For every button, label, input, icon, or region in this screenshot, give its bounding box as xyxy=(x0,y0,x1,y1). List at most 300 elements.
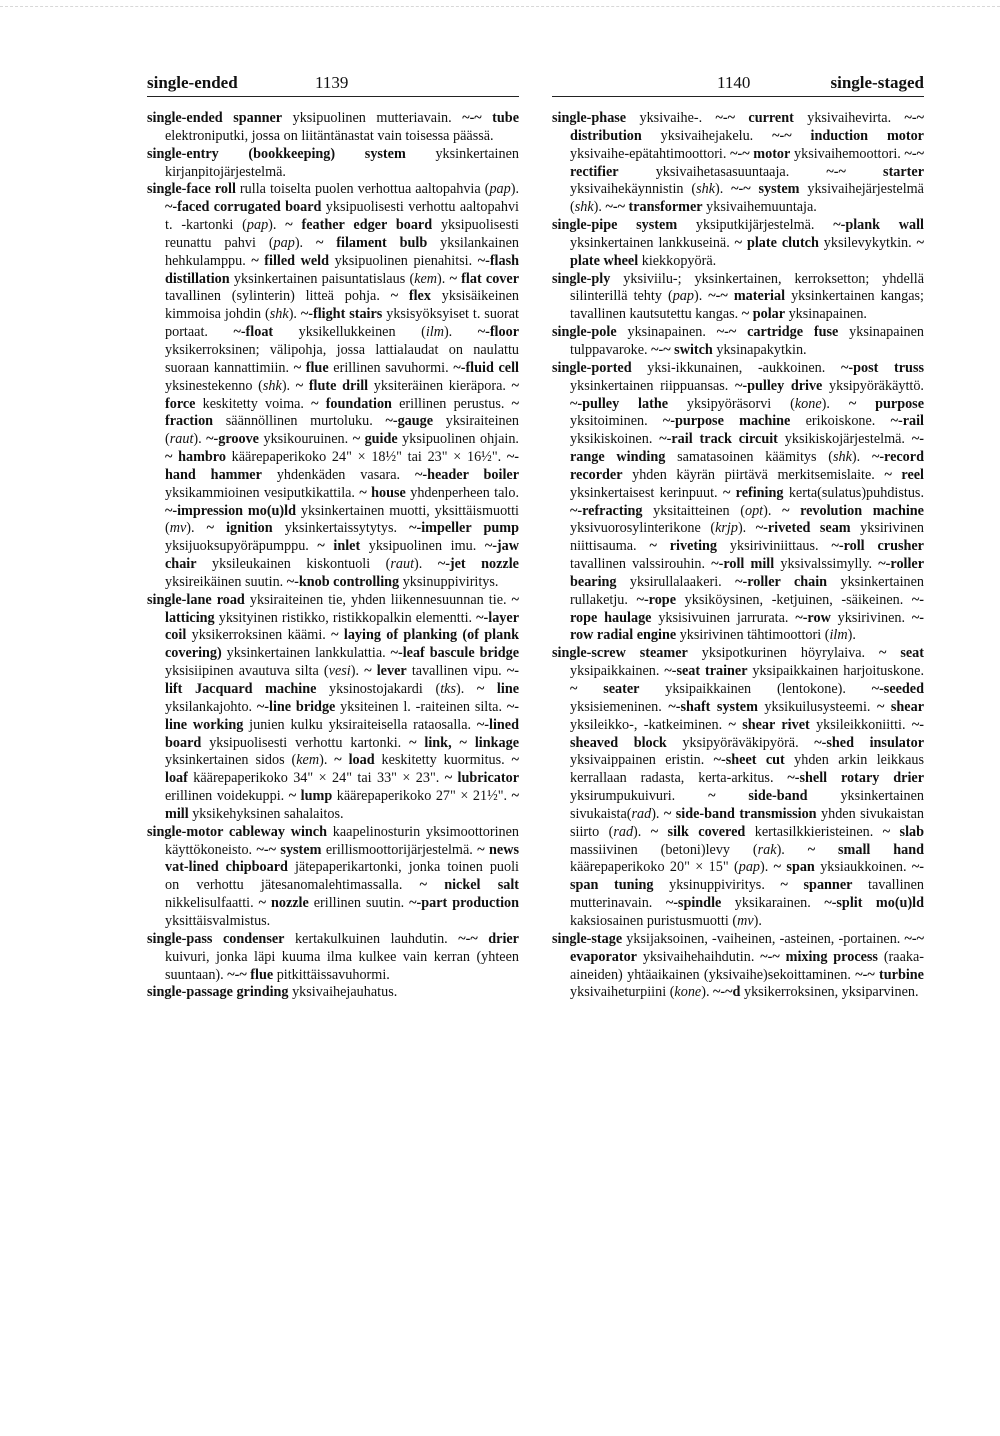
definition-text: yksilevykytkin. xyxy=(818,234,917,251)
headword: ~-shaft system xyxy=(668,698,758,715)
dictionary-entry xyxy=(147,931,519,985)
definition-text: yksileikkoniitti. xyxy=(809,716,912,733)
headword: ~-hand hammer xyxy=(165,449,519,483)
headword: ~-floor xyxy=(477,324,519,341)
headword: ~-~ mixing process xyxy=(760,948,878,965)
headword: single-ply xyxy=(552,270,611,287)
definition-text: yksitoiminen. xyxy=(570,413,663,430)
definition-text: käärepaperikoko 27" × 21½". xyxy=(332,788,512,805)
headword: ~ link, ~ linkage xyxy=(409,734,519,751)
field-abbrev: shk xyxy=(269,306,289,323)
definition-text: yksivaippainen eristin. xyxy=(570,752,714,769)
headword: ~ foundation xyxy=(311,395,392,412)
field-abbrev: kone xyxy=(794,395,822,412)
headword: ~ plate clutch xyxy=(734,234,819,251)
left-header-rule xyxy=(147,96,519,97)
definition-text: käärepaperikoko 34" × 24" tai 33" × 23". xyxy=(187,770,445,787)
headword: ~-knob controlling xyxy=(286,573,400,590)
headword: ~-~ rectifier xyxy=(570,145,924,180)
definition-text: ). xyxy=(715,181,732,198)
headword: ~-~ evaporator xyxy=(570,930,924,965)
definition-text: yksiköysinen, -ketjuinen, -säikeinen. xyxy=(676,591,912,608)
definition-text: yhdenkäden vasara. xyxy=(261,466,415,483)
headword: ~-riveted seam xyxy=(755,520,851,537)
definition-text: yksinostojakardi ( xyxy=(316,681,441,697)
headword: single-pole xyxy=(552,324,617,341)
right-page-number: 1140 xyxy=(717,73,751,92)
definition-text: yksivaihejärjestelmä ( xyxy=(570,181,924,216)
headword: ~-sheaved block xyxy=(570,716,924,751)
definition-text: ). xyxy=(693,288,709,305)
definition-text: yksittäisvalmistus. xyxy=(165,912,271,929)
definition-text: yksi-ikkunainen, -aukkoinen. xyxy=(631,359,842,376)
headword: ~-~ distribution xyxy=(570,110,925,144)
headword: single-ended spanner xyxy=(147,110,283,126)
headword: ~ mill xyxy=(165,788,519,822)
definition-text: erillinen suutin. xyxy=(308,895,410,912)
definition-text: yksiaukkoinen. xyxy=(814,859,912,876)
headword: ~-~ motor xyxy=(730,145,791,162)
definition-text: yhden sivukaistan siirto ( xyxy=(570,805,924,840)
definition-text: yksipyöräkäyttö. xyxy=(822,377,924,394)
headword: ~-impeller pump xyxy=(409,520,519,537)
headword: ~ lever xyxy=(364,663,407,680)
definition-text: yksivaihe-epätahtimoottori. xyxy=(570,145,731,162)
field-abbrev: shk xyxy=(832,449,852,466)
definition-text: yksilankajohto. xyxy=(165,698,257,715)
definition-text: yksityinen ristikko, ristikkopalkin elementti. xyxy=(214,609,477,626)
field-abbrev: vesi xyxy=(328,663,351,680)
definition-text: yksikouruinen. xyxy=(258,431,353,448)
headword: single-passage grinding xyxy=(147,984,289,1001)
headword: ~ side-band xyxy=(708,788,808,805)
left-page-number: 1139 xyxy=(315,73,349,92)
field-abbrev: rak xyxy=(757,841,777,858)
definition-text: erillinen perustus. xyxy=(391,395,512,412)
headword: ~-span tuning xyxy=(570,859,924,894)
headword: ~ silk covered xyxy=(650,823,746,840)
definition-text: yksiputkijärjestelmä. xyxy=(677,217,834,234)
headword: ~ nozzle xyxy=(258,895,309,912)
headword: ~ inlet xyxy=(317,538,361,555)
dictionary-entry xyxy=(552,110,924,217)
right-guide-word: single-staged xyxy=(830,73,924,92)
definition-text: säännöllinen murtoluku. xyxy=(213,413,386,430)
definition-text: ). xyxy=(193,431,207,448)
headword: ~ seater xyxy=(570,681,640,697)
definition-text: yksikehyksinen sahalaitos. xyxy=(188,805,344,822)
right-header-rule xyxy=(552,96,924,97)
headword: ~-row xyxy=(795,609,831,626)
headword: ~ guide xyxy=(352,431,398,448)
headword: ~ feather edger board xyxy=(285,217,433,234)
headword: ~-~ cartridge fuse xyxy=(716,324,839,341)
headword: single-phase xyxy=(552,110,627,126)
definition-text: yksivaihejakelu. xyxy=(641,127,773,144)
definition-text: ). xyxy=(437,270,450,287)
headword: single-face roll xyxy=(147,181,236,198)
headword: ~ flute drill xyxy=(295,377,369,394)
definition-text: yksitaitteinen ( xyxy=(642,502,745,519)
definition-text: yksivaihe-. xyxy=(626,110,716,126)
definition-text: yksinkertainen lankkulattia. xyxy=(221,645,391,662)
definition-text: ). xyxy=(186,520,207,537)
field-abbrev: pap xyxy=(273,234,295,251)
definition-text: keskitetty kuormitus. xyxy=(374,752,512,769)
definition-text: ). xyxy=(288,306,301,323)
headword: ~ loaf xyxy=(165,752,519,787)
headword: ~-float xyxy=(233,324,274,341)
headword: ~-~ transformer xyxy=(605,199,703,216)
definition-text: yksirivinen. xyxy=(830,609,912,626)
headword: ~ news vat-lined chipboard xyxy=(165,841,519,876)
headword: ~-seeded xyxy=(871,681,924,697)
headword: ~-groove xyxy=(206,431,259,448)
definition-text: yksinkertaisest kerinpuut. xyxy=(570,484,723,501)
definition-text: yksiraiteinen tie, yhden liikennesuunnan tie. xyxy=(244,591,512,608)
headword: ~ hambro xyxy=(165,449,226,466)
definition-text: yhdenperheen talo. xyxy=(405,484,520,501)
field-abbrev: kem xyxy=(414,270,438,287)
definition-text: yksipuolinen mutteriavain. xyxy=(282,110,463,126)
definition-text: ). xyxy=(776,841,808,858)
headword: ~ ignition xyxy=(206,520,273,537)
headword: ~ small hand xyxy=(807,841,924,858)
definition-text: yksivaihemoottori. xyxy=(790,145,905,162)
headword: ~ polar xyxy=(741,306,786,323)
headword: ~ shear rivet xyxy=(728,716,810,733)
definition-text: ). xyxy=(593,199,606,216)
headword: ~-jaw chair xyxy=(165,538,519,573)
definition-text: yksikiskojärjestelmä. xyxy=(777,431,912,448)
definition-text: (raaka-aineiden) yhtäaikainen (yksivaihe)sekoittaminen. xyxy=(570,948,924,983)
headword: ~-~ system xyxy=(731,181,800,198)
field-abbrev: rad xyxy=(613,823,634,840)
definition-text: yksinapainen. xyxy=(616,324,717,341)
headword: ~ shear xyxy=(876,698,924,715)
headword: ~-line working xyxy=(165,698,519,733)
definition-text: yksikerroksinen käämi. xyxy=(186,627,332,644)
headword: ~-seat trainer xyxy=(664,663,748,680)
definition-text: tavallinen mutterinavain. xyxy=(570,877,924,912)
headword: ~-~ drier xyxy=(458,930,519,947)
definition-text: yksinkertainen sidos ( xyxy=(165,752,297,769)
definition-text: erillinen voidekuppi. xyxy=(165,788,289,805)
headword: single-pass condenser xyxy=(147,930,285,947)
headword: ~-purpose machine xyxy=(662,413,791,430)
field-abbrev: tks xyxy=(440,681,456,697)
definition-text: ). xyxy=(763,502,783,519)
definition-text: ). xyxy=(455,681,477,697)
definition-text: yksikerroksinen; välipohja, jossa lattialaudat on naulattu suoraan kannattimiin. xyxy=(165,341,519,376)
definition-text: yksiraiteinen ( xyxy=(165,413,519,448)
headword: ~-~ system xyxy=(256,841,322,858)
definition-text: yksivaihekäynnistin ( xyxy=(570,181,697,198)
definition-text: yksivaihevirta. xyxy=(793,110,905,126)
field-abbrev: opt xyxy=(744,502,764,519)
field-abbrev: shk xyxy=(262,377,282,394)
headword: ~-fluid cell xyxy=(453,359,519,376)
headword: ~-sheet cut xyxy=(713,752,785,769)
definition-text: yksileikko-, -katkeiminen. xyxy=(570,716,729,733)
dictionary-entry xyxy=(147,181,519,591)
definition-text: nikkelisulfaatti. xyxy=(165,895,259,912)
definition-text: ). xyxy=(414,556,438,573)
headword: single-stage xyxy=(552,930,623,947)
field-abbrev: kone xyxy=(674,984,702,1001)
left-guide-word: single-ended xyxy=(147,73,238,92)
definition-text: tavallinen vipu. xyxy=(406,663,507,680)
left-column xyxy=(147,110,519,1002)
definition-text: ). xyxy=(510,181,520,198)
definition-text: yksirivinen tähtimoottori ( xyxy=(676,627,830,644)
definition-text: yksipuolisesti verhottu kartonki. xyxy=(201,734,410,751)
headword: ~ plate wheel xyxy=(570,234,924,269)
definition-text: yksipotkurinen höyrylaiva. xyxy=(687,645,880,662)
definition-text: yksiteinen l. -raiteinen silta. xyxy=(335,698,507,715)
headword: ~-rail xyxy=(890,413,924,430)
definition-text: yksipyöräväkipyörä. xyxy=(666,734,815,751)
headword: ~-split mo(u)ld xyxy=(824,895,924,912)
definition-text: yksisyöksyiset t. suorat portaat. xyxy=(165,306,519,341)
definition-text: yksileukainen kiskontuoli ( xyxy=(196,556,391,573)
headword: ~-header boiler xyxy=(415,466,519,483)
headword: ~ slab xyxy=(882,823,925,840)
definition-text: yksiriviniittaus. xyxy=(717,538,832,555)
dictionary-entry xyxy=(147,146,519,182)
dictionary-entry xyxy=(552,271,924,325)
headword: ~-flight stairs xyxy=(300,306,383,323)
definition-text: yksinkertainen paisuntatislaus ( xyxy=(229,270,415,287)
headword: single-screw steamer xyxy=(552,645,688,662)
headword: ~-~ flue xyxy=(227,966,274,983)
definition-text: yksinapainen tulppavaroke. xyxy=(570,324,925,358)
definition-text: käärepaperikoko 20" × 15" ( xyxy=(570,859,739,876)
definition-text: jätepaperikartonki, jonka toinen puoli on verhottu jätesanomalehtimassalla. xyxy=(165,859,519,894)
headword: ~-line bridge xyxy=(256,698,336,715)
headword: ~ side-band transmission xyxy=(663,805,817,822)
field-abbrev: pap xyxy=(738,859,761,876)
scan-edge-line xyxy=(0,6,1000,8)
definition-text: yksisiipinen avautuva silta ( xyxy=(165,663,329,680)
definition-text: erillinen savuhormi. xyxy=(328,359,454,376)
headword: ~-leaf bascule bridge xyxy=(390,645,519,662)
headword: ~-jet nozzle xyxy=(437,556,519,573)
headword: ~ house xyxy=(359,484,406,501)
definition-text: yksinkertainen kangas; tavallinen kautsutettu kangas. xyxy=(570,288,924,323)
dictionary-entry xyxy=(147,984,519,1002)
headword: ~-part production xyxy=(409,895,519,912)
definition-text: yksirivinen niittisauma. xyxy=(570,520,924,555)
headword: ~ fraction xyxy=(165,395,519,430)
definition-text: yksijuoksupyöräpumppu. xyxy=(165,538,318,555)
headword: ~ load xyxy=(334,752,375,769)
definition-text: yksirumpukuivuri. xyxy=(570,788,709,805)
headword: ~ reel xyxy=(884,466,924,483)
headword: ~-~ current xyxy=(715,110,794,126)
definition-text: ). xyxy=(701,984,714,1001)
headword: ~-~ turbine xyxy=(855,966,924,983)
definition-text: yksikuilusysteemi. xyxy=(757,698,877,715)
field-abbrev: raut xyxy=(390,556,415,573)
definition-text: yksipuolisesti reunattu pahvi ( xyxy=(165,217,519,251)
headword: ~-pulley drive xyxy=(735,377,823,394)
headword: ~-rope xyxy=(636,591,676,608)
headword: ~ flue xyxy=(293,359,329,376)
headword: single-lane road xyxy=(147,591,245,608)
definition-text: kiekkopyörä. xyxy=(638,252,717,269)
headword: ~ nickel salt xyxy=(419,877,519,894)
definition-text: ). xyxy=(851,449,872,466)
headword: ~ flex xyxy=(390,288,431,305)
definition-text: ). xyxy=(319,752,335,769)
headword: ~-layer coil xyxy=(165,609,519,644)
definition-text: ). xyxy=(294,234,317,251)
definition-text: yksipuolinen imu. xyxy=(360,538,485,555)
dictionary-entry xyxy=(147,592,519,824)
right-page-header xyxy=(552,72,924,94)
definition-text: yksikarainen. xyxy=(721,895,825,912)
headword: ~-shell rotary drier xyxy=(787,770,924,787)
headword: ~ filament bulb xyxy=(316,234,428,251)
definition-text: ). xyxy=(821,395,849,412)
field-abbrev: mv xyxy=(169,520,187,537)
definition-text: ). xyxy=(443,324,478,341)
definition-text: ). xyxy=(760,859,774,876)
definition-text: kerta(sulatus)puhdistus. xyxy=(783,484,924,501)
headword: ~ filled weld xyxy=(251,252,329,269)
field-abbrev: pap xyxy=(672,288,694,305)
definition-text: yksinkertainen lankkuseinä. xyxy=(570,234,735,251)
definition-text: yksipyöräsorvi ( xyxy=(668,395,795,412)
headword: ~-post truss xyxy=(841,359,924,376)
dictionary-entry xyxy=(552,324,924,360)
headword: ~ force xyxy=(165,377,519,412)
field-abbrev: mv xyxy=(737,912,754,929)
definition-text: ). xyxy=(268,217,286,234)
definition-text: keskitetty voima. xyxy=(195,395,312,412)
definition-text: kertakulkuinen lauhdutin. xyxy=(284,930,459,947)
definition-text: yksivaihehaihdutin. xyxy=(636,948,761,965)
headword: ~ laying of planking (of plank covering) xyxy=(165,627,519,662)
definition-text: elektroniputki, jossa on liitäntänastat vain toisessa päässä. xyxy=(165,127,494,144)
headword: ~-refracting xyxy=(570,502,643,519)
field-abbrev: ilm xyxy=(425,324,444,341)
definition-text: yksinestekenno ( xyxy=(165,377,263,394)
headword: ~-plank wall xyxy=(833,217,924,234)
field-abbrev: ilm xyxy=(829,627,848,644)
definition-text: yksinkertainen muotti, yksittäismuotti ( xyxy=(165,502,519,537)
definition-text: samatasoinen käämitys ( xyxy=(665,449,833,466)
definition-text: ). xyxy=(753,912,762,929)
definition-text: yksivaihejauhatus. xyxy=(288,984,398,1001)
headword: ~ flat cover xyxy=(449,270,519,287)
definition-text: yksinapakytkin. xyxy=(712,341,807,358)
headword: single-pipe system xyxy=(552,217,678,234)
definition-text: käärepaperikoko 24" × 18½" tai 23" × 16½". xyxy=(225,449,507,466)
definition-text: yksireikäinen suutin. xyxy=(165,573,287,590)
definition-text: ). xyxy=(633,823,651,840)
headword: ~-~ starter xyxy=(826,163,925,180)
headword: ~-spindle xyxy=(665,895,722,912)
definition-text: yksinapainen. xyxy=(785,306,867,323)
definition-text: yksikellukkeinen ( xyxy=(273,324,426,341)
headword: ~-roll crusher xyxy=(831,538,924,555)
left-page-header xyxy=(147,72,517,94)
definition-text: yksipuolinen pienahitsi. xyxy=(329,252,478,269)
definition-text: yksiviilu-; yksinkertainen, kerroksetton; yhdellä silinterillä tehty ( xyxy=(570,270,924,305)
headword: ~ lump xyxy=(288,788,333,805)
dictionary-entry xyxy=(552,360,924,646)
headword: single-ported xyxy=(552,359,632,376)
definition-text: yksinuppiviritys. xyxy=(653,877,781,894)
definition-text: yksisäikeinen kimmoisa johdin ( xyxy=(165,288,519,323)
headword: ~-shed insulator xyxy=(814,734,924,751)
headword: ~-row radial engine xyxy=(570,609,924,644)
definition-text: yksipuolinen ohjain. xyxy=(397,431,519,448)
definition-text: yksiteräinen kieräpora. xyxy=(368,377,512,394)
dictionary-entry xyxy=(147,824,519,931)
dictionary-entry xyxy=(552,217,924,271)
definition-text: pitkittäissavuhormi. xyxy=(273,966,390,983)
definition-text: massiivinen (betoni)levy ( xyxy=(570,841,758,858)
headword: ~-record recorder xyxy=(570,449,924,483)
definition-text: kaksiosainen puristusmuotti ( xyxy=(570,912,738,929)
definition-text: yhden arkin leikkaus kerrallaan radasta, kerta-arkitus. xyxy=(570,752,925,787)
field-abbrev: pap xyxy=(246,217,269,234)
definition-text: kaapelinosturin yksimoottorinen käyttökoneisto. xyxy=(165,823,519,858)
definition-text: yhden käyrän piirtävä merkitsemislaite. xyxy=(622,466,885,483)
definition-text: yksipaikkainen (lentokone). xyxy=(639,681,872,697)
definition-text: yksivuorosylinterikone ( xyxy=(570,520,716,537)
headword: ~-~ switch xyxy=(651,341,713,358)
definition-text: yksirullalaakeri. xyxy=(616,573,736,590)
field-abbrev: shk xyxy=(696,181,716,198)
headword: ~ line xyxy=(476,681,520,697)
definition-text: ). xyxy=(281,377,296,394)
headword: ~-faced corrugated board xyxy=(165,199,322,216)
definition-text: yksikammioinen vesiputkikattila. xyxy=(165,484,360,501)
definition-text: tavallinen valssirouhin. xyxy=(570,556,712,573)
definition-text: yksivalssimylly. xyxy=(774,556,879,573)
headword: ~-lift Jacquard machine xyxy=(165,663,520,697)
headword: ~-~ material xyxy=(708,288,786,305)
definition-text: yksinkertainen sivukaista( xyxy=(570,788,924,822)
definition-text: yksinuppiviritys. xyxy=(399,573,499,590)
field-abbrev: pap xyxy=(489,181,511,198)
headword: ~-~ tube xyxy=(462,110,519,126)
definition-text: yksinkertainen riippuansas. xyxy=(570,377,736,394)
definition-text: yksinkertainen kirjanpitojärjestelmä. xyxy=(165,145,519,180)
definition-text: yksikiskoinen. xyxy=(570,431,660,448)
headword: single-motor cableway winch xyxy=(147,823,327,840)
definition-text: yksisiemeninen. xyxy=(570,698,669,715)
headword: ~-rail track circuit xyxy=(659,431,778,448)
definition-text: yksivaihemuuntaja. xyxy=(702,199,817,216)
definition-text: yksipaikkainen harjoituskone. xyxy=(747,663,924,680)
headword: ~-roll mill xyxy=(711,556,775,573)
definition-text: yksivaiheturpiini ( xyxy=(570,984,675,1001)
headword: ~ revolution machine xyxy=(782,502,924,519)
field-abbrev: kem xyxy=(296,752,320,769)
headword: ~ riveting xyxy=(649,538,718,555)
headword: ~ span xyxy=(773,859,815,876)
headword: ~ seat xyxy=(879,645,924,662)
definition-text: erikoiskone. xyxy=(790,413,891,430)
headword: ~-lined board xyxy=(165,716,519,751)
definition-text: tavallinen (sylinterin) litteä pohja. xyxy=(165,288,391,305)
headword: ~-range winding xyxy=(570,431,924,466)
